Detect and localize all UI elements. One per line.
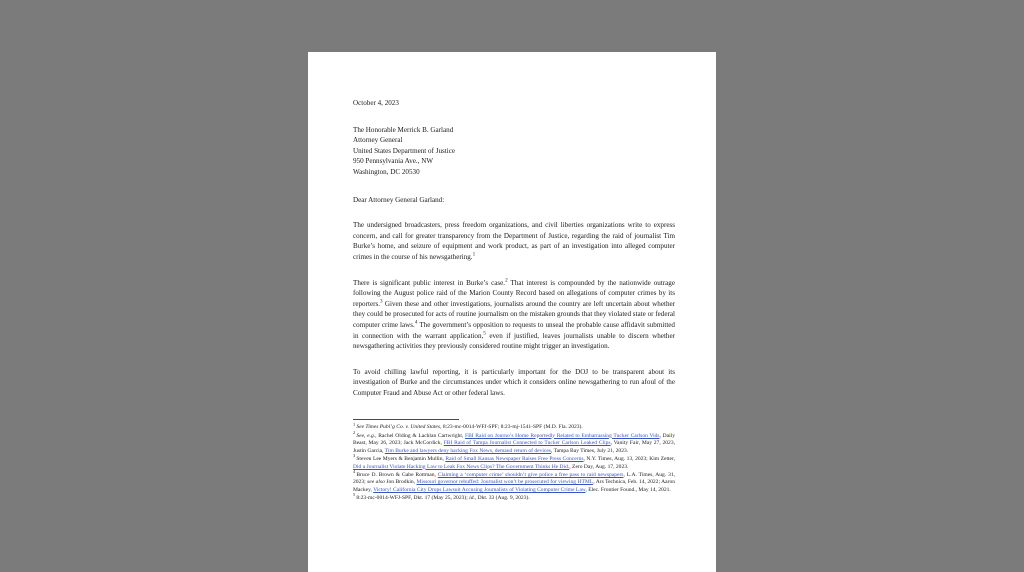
footnote-5-id-citation: id.	[469, 495, 475, 502]
paragraph-2-segment-2: That interest is compounded by the nationwide outrage following the August police raid of the Marion County Record based on allegations of computer crimes by its reporters.	[353, 278, 675, 308]
recipient-title: Attorney General	[353, 136, 403, 145]
footnote-area	[353, 419, 675, 502]
paragraph-2-segment-5: even if justified, leaves journalists unable to discern whether newsgathering activities they previously considered routine might trigger an investigation.	[353, 331, 675, 351]
footnote-3	[353, 453, 675, 471]
footnote-4-text-5: , Elec. Frontier Found., May 14, 2021.	[585, 487, 671, 493]
body-paragraph-3: To avoid chilling lawful reporting, it is particularly important for the DOJ to be transparent about its investigation of Burke and the circumstances under which it considers online newsgathering to run afoul of the Computer Fraud and Abuse Act or other federal laws.	[353, 367, 675, 397]
footnote-marker-3: 3	[379, 298, 383, 305]
footnote-2-text-3: , Vanity Fair, May 27, 2023, Justin Garcia,	[353, 440, 675, 454]
footnote-marker-2: 2	[505, 277, 508, 284]
footnote-4-signal: see also	[367, 479, 385, 486]
footnote-4-link-2[interactable]: Missouri governor rebuffed: Journalist won’t be prosecuted for viewing HTML	[416, 479, 594, 486]
footnote-3-text-2: , N.Y. Times, Aug. 13, 2023; Kim Zetter,	[583, 456, 675, 463]
footnote-1	[353, 421, 675, 432]
footnote-5-number: 5	[353, 492, 356, 498]
footnote-list	[353, 421, 676, 502]
footnote-5-text-1: 8:23-mc-0014-WFJ-SPF, Dkt. 17 (May 25, 2023);	[356, 495, 470, 502]
body-paragraph-1	[353, 220, 675, 262]
recipient-agency: United States Department of Justice	[353, 146, 456, 155]
footnote-4-text-3: Jon Brodkin,	[384, 479, 417, 486]
paragraph-2-segment-4: The government’s opposition to requests to unseal the probable cause affidavit submitted in connection with the warrant application,	[353, 320, 675, 340]
footnote-3-text-1: Steven Lee Myers & Benjamin Mullin,	[356, 456, 446, 463]
paragraph-1-text: The undersigned broadcasters, press freedom organizations, and civil liberties organizations write to express concern, and call for greater transparency from the Department of Justice, regarding the raid of journalist Tim Burke’s home, and seizure of equipment and work product, as part of an investigation into alleged computer crimes in the course of his newsgathering.	[353, 221, 675, 261]
document-page	[308, 52, 716, 572]
recipient-address-block	[353, 125, 675, 178]
footnote-4	[353, 468, 676, 498]
footnote-4-text-1: Bruce D. Brown & Gabe Rottman,	[356, 471, 438, 478]
footnote-2	[353, 429, 675, 459]
body-paragraph-2	[353, 278, 675, 352]
footnote-4-number: 4	[353, 468, 356, 474]
footnote-3-text-3: , Zero Day, Aug. 17, 2023.	[569, 463, 629, 470]
footnote-4-text-4: , Ars Technica, Feb. 14, 2022; Aaron Mackey,	[353, 479, 676, 493]
footnote-4-link-1[interactable]: Claiming a ‘computer crime’ shouldn’t give police a free pass to raid newspapers	[437, 471, 624, 478]
footnote-5	[353, 492, 675, 503]
footnote-4-link-3[interactable]: Victory! California City Drops Lawsuit Accusing Journalists of Violating Computer Crime Law	[373, 487, 586, 493]
footnote-2-signal: See, e.g.	[356, 432, 376, 439]
paragraph-2-segment-3: Given these and other investigations, journalists around the country are left uncertain about whether they could be prosecuted for acts of routine journalism on the mistaken grounds that they violated state or federal computer crime laws.	[353, 299, 675, 329]
paragraph-2-segment-1: There is significant public interest in Burke’s case.	[353, 278, 506, 287]
footnote-3-link-2[interactable]: Did a Journalist Violate Hacking Law to Leak Fox News Clips? The Government Thinks He Did.	[353, 463, 570, 470]
letter-date: October 4, 2023	[353, 99, 399, 107]
footnote-2-link-1[interactable]: FBI Raid on Journo’s Home Reportedly Related to Embarrassing Tucker Carlson Vids	[465, 432, 660, 439]
recipient-city-state-zip: Washington, DC 20530	[353, 167, 420, 176]
footnote-3-link-1[interactable]: Raid of Small Kansas Newspaper Raises Free Press Concerns	[445, 456, 584, 463]
footnote-1-case-citation: See Times Publ’g Co. v. United States	[356, 424, 441, 431]
footnote-1-rest: , 8:23-mc-0014-WFJ-SPF; 8:23-mj-1541-SPF (M.D. Fla. 2023).	[440, 424, 583, 431]
footnote-2-text-4: , Tampa Bay Times, July 21, 2023.	[550, 447, 629, 454]
footnote-3-number: 3	[353, 453, 356, 459]
footnote-separator-rule	[353, 419, 459, 420]
footnote-2-link-3[interactable]: Tim Burke and lawyers deny hacking Fox News, demand return of devices	[384, 447, 551, 454]
recipient-name: The Honorable Merrick B. Garland	[353, 125, 454, 134]
footnote-2-text-1: , Rachel Olding & Lachlan Cartwright,	[375, 432, 465, 439]
recipient-street: 950 Pennsylvania Ave., NW	[353, 157, 434, 166]
footnote-4-text-2: , L.A. Times, Aug. 31, 2023;	[353, 471, 676, 486]
letter-body	[353, 98, 675, 398]
footnote-marker-4: 4	[414, 319, 418, 326]
footnote-marker-1: 1	[472, 251, 476, 258]
footnote-1-number: 1	[353, 421, 356, 427]
footnote-2-link-2[interactable]: FBI Raid of Tampa Journalist Connected to Tucker Carlson Leaked Clips	[443, 440, 611, 447]
footnote-5-text-2: , Dkt. 33 (Aug. 9, 2023).	[474, 495, 530, 502]
footnote-2-number: 2	[353, 429, 356, 435]
salutation: Dear Attorney General Garland:	[353, 195, 445, 204]
footnote-marker-5: 5	[483, 330, 486, 337]
footnote-2-text-2: , Daily Beast, May 26, 2023; Jack McCordick,	[353, 432, 675, 447]
